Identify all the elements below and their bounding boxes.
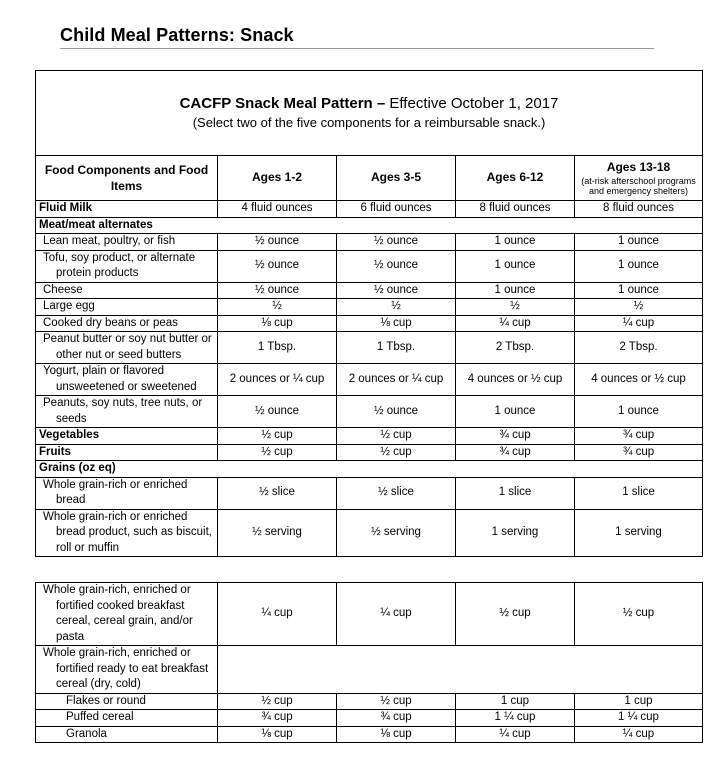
section-row	[36, 461, 703, 478]
table-row	[36, 332, 703, 364]
cell-value: ½ ounce	[337, 234, 456, 251]
cell-value: ½	[218, 299, 337, 316]
cell-value: ½ cup	[575, 583, 703, 646]
cell-value: 1 ¼ cup	[456, 710, 575, 727]
cell-value: 6 fluid ounces	[337, 201, 456, 218]
table-row	[36, 201, 703, 218]
table-row	[36, 364, 703, 396]
column-header-ages-3-5: Ages 3-5	[337, 156, 456, 201]
row-label: Lean meat, poultry, or fish	[36, 234, 218, 251]
cell-value: 1 ounce	[575, 396, 703, 428]
row-label: Granola	[36, 726, 218, 743]
row-label: Whole grain-rich, enriched or fortified ready to eat breakfast cereal (dry, cold)	[36, 646, 218, 694]
row-label: Yogurt, plain or flavored unsweetened or sweetened	[36, 364, 218, 396]
row-label: Cooked dry beans or peas	[36, 315, 218, 332]
cell-value: ½ ounce	[218, 282, 337, 299]
cell-value: 8 fluid ounces	[575, 201, 703, 218]
cell-value: ½ serving	[337, 509, 456, 557]
cell-empty	[218, 646, 703, 694]
row-label: Cheese	[36, 282, 218, 299]
cell-value: 8 fluid ounces	[456, 201, 575, 218]
cell-value: 1 ounce	[456, 234, 575, 251]
row-label: Fluid Milk	[36, 201, 218, 218]
cell-value: 1 cup	[575, 693, 703, 710]
cell-value: ½	[456, 299, 575, 316]
row-label: Whole grain-rich or enriched bread product, such as biscuit, roll or muffin	[36, 509, 218, 557]
table-row	[36, 396, 703, 428]
table-row	[36, 710, 703, 727]
column-header-row	[36, 156, 703, 201]
cell-value: ⅛ cup	[337, 726, 456, 743]
cell-value: 1 ounce	[575, 282, 703, 299]
cell-value: ¼ cup	[575, 315, 703, 332]
row-label: Peanuts, soy nuts, tree nuts, or seeds	[36, 396, 218, 428]
cell-value: ½ cup	[337, 444, 456, 461]
table-header	[36, 71, 703, 156]
table-header-row	[36, 71, 703, 156]
cell-value: ¼ cup	[575, 726, 703, 743]
cell-value: 1 ounce	[575, 234, 703, 251]
column-header-ages-1-2: Ages 1-2	[218, 156, 337, 201]
row-label: Puffed cereal	[36, 710, 218, 727]
cell-value: 1 ounce	[456, 396, 575, 428]
cell-value: ½ slice	[337, 477, 456, 509]
cell-value: ⅛ cup	[218, 315, 337, 332]
cell-value: ½ ounce	[337, 250, 456, 282]
table-row	[36, 234, 703, 251]
cell-value: ½ cup	[218, 444, 337, 461]
cell-value: ¾ cup	[575, 444, 703, 461]
cell-value: ¾ cup	[456, 444, 575, 461]
cell-value: ½ serving	[218, 509, 337, 557]
cell-value: 1 slice	[575, 477, 703, 509]
page-title: Child Meal Patterns: Snack	[60, 25, 294, 45]
table-row	[36, 583, 703, 646]
table-row	[36, 315, 703, 332]
cell-value: ½	[337, 299, 456, 316]
cell-value: ½ ounce	[218, 250, 337, 282]
cell-value: 1 ounce	[456, 250, 575, 282]
table-row	[36, 646, 703, 694]
table-row	[36, 477, 703, 509]
table-row	[36, 444, 703, 461]
cell-value: 1 slice	[456, 477, 575, 509]
row-label: Vegetables	[36, 428, 218, 445]
table-row	[36, 726, 703, 743]
table-row	[36, 428, 703, 445]
title-rule	[60, 48, 654, 49]
section-label: Grains (oz eq)	[36, 461, 703, 478]
ages-13-18-note: (at-risk afterschool programs and emergency shelters)	[581, 175, 696, 196]
table-row	[36, 509, 703, 557]
table-row	[36, 693, 703, 710]
cell-value: ¼ cup	[218, 583, 337, 646]
row-label: Whole grain-rich or enriched bread	[36, 477, 218, 509]
cell-value: 1 serving	[575, 509, 703, 557]
cell-value: 1 serving	[456, 509, 575, 557]
cell-value: ½ cup	[337, 428, 456, 445]
cell-value: ½ slice	[218, 477, 337, 509]
table-row	[36, 299, 703, 316]
row-label: Whole grain-rich, enriched or fortified cooked breakfast cereal, cereal grain, and/or pasta	[36, 583, 218, 646]
cell-value: ⅛ cup	[218, 726, 337, 743]
cell-value: ¼ cup	[456, 726, 575, 743]
cell-value: 4 fluid ounces	[218, 201, 337, 218]
cell-value: 1 ounce	[456, 282, 575, 299]
cell-value: 2 Tbsp.	[575, 332, 703, 364]
row-label: Flakes or round	[36, 693, 218, 710]
cell-value: ¾ cup	[456, 428, 575, 445]
cell-value: ¾ cup	[337, 710, 456, 727]
cell-value: ½ cup	[337, 693, 456, 710]
column-header-ages-6-12: Ages 6-12	[456, 156, 575, 201]
table-subtitle: (Select two of the five components for a reimbursable snack.)	[192, 115, 546, 130]
cell-value: ½ ounce	[218, 234, 337, 251]
cell-value: ¼ cup	[337, 583, 456, 646]
ages-13-18-label: Ages 13-18	[606, 160, 671, 175]
snack-meal-pattern-table	[35, 70, 703, 557]
cell-value: 2 Tbsp.	[456, 332, 575, 364]
cell-value: 1 ¼ cup	[575, 710, 703, 727]
cell-value: ½ ounce	[218, 396, 337, 428]
cell-value: 1 cup	[456, 693, 575, 710]
cell-value: 2 ounces or ¼ cup	[337, 364, 456, 396]
table-title: CACFP Snack Meal Pattern –	[179, 94, 386, 112]
column-header-food: Food Components and Food Items	[36, 156, 218, 201]
row-label: Large egg	[36, 299, 218, 316]
section-label: Meat/meat alternates	[36, 217, 703, 234]
cell-value: ½ ounce	[337, 396, 456, 428]
cell-value: ¾ cup	[218, 710, 337, 727]
cell-value: ¾ cup	[575, 428, 703, 445]
row-label: Fruits	[36, 444, 218, 461]
table-effective-date: Effective October 1, 2017	[385, 94, 559, 112]
table-row	[36, 282, 703, 299]
cell-value: 4 ounces or ½ cup	[575, 364, 703, 396]
row-label: Tofu, soy product, or alternate protein products	[36, 250, 218, 282]
cell-value: 1 ounce	[575, 250, 703, 282]
cell-value: 4 ounces or ½ cup	[456, 364, 575, 396]
cell-value: ½ cup	[456, 583, 575, 646]
cell-value: ½ cup	[218, 693, 337, 710]
table-row	[36, 250, 703, 282]
cell-value: 1 Tbsp.	[218, 332, 337, 364]
cell-value: ⅛ cup	[337, 315, 456, 332]
cell-value: 2 ounces or ¼ cup	[218, 364, 337, 396]
snack-meal-pattern-table-continued	[35, 582, 703, 743]
cell-value: ½ ounce	[337, 282, 456, 299]
cell-value: ½	[575, 299, 703, 316]
section-row	[36, 217, 703, 234]
cell-value: ½ cup	[218, 428, 337, 445]
row-label: Peanut butter or soy nut butter or other nut or seed butters	[36, 332, 218, 364]
cell-value: ¼ cup	[456, 315, 575, 332]
column-header-ages-13-18	[575, 156, 703, 201]
cell-value: 1 Tbsp.	[337, 332, 456, 364]
